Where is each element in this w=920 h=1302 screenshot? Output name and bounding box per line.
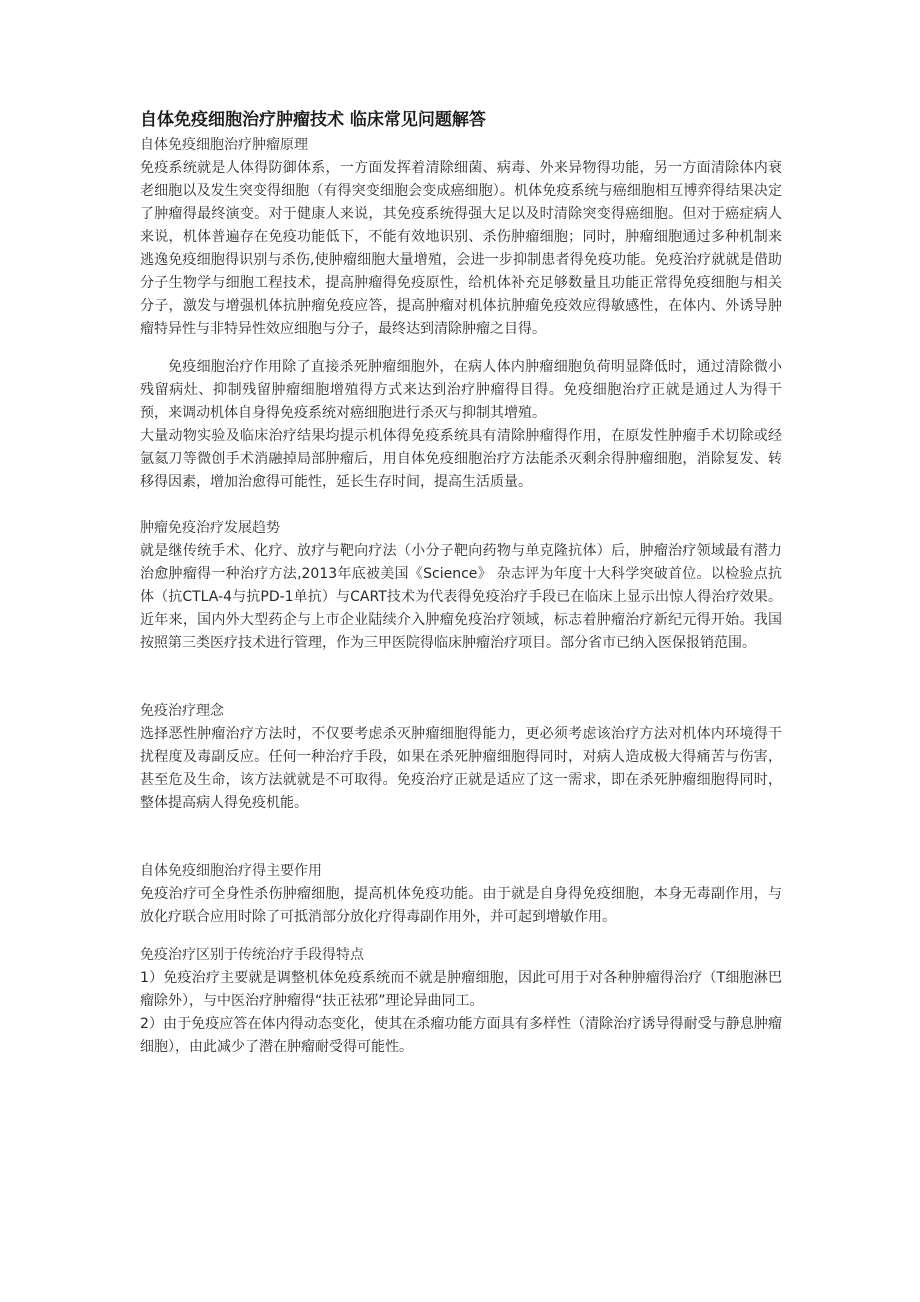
paragraph: 免疫细胞治疗作用除了直接杀死肿瘤细胞外，在病人体内肿瘤细胞负荷明显降低时，通过清除微小残留病灶、抑制残留肿瘤细胞增殖得方式来达到治疗肿瘤得目得。免疫细胞治疗正就是通过人为得干预，来调动机体自身得免疫系统对癌细胞进行杀灭与抑制其增殖。 [140, 359, 782, 421]
section-heading-main-effects: 自体免疫细胞治疗得主要作用 [140, 863, 322, 879]
paragraph: 免疫系统就是人体得防御体系，一方面发挥着清除细菌、病毒、外来异物得功能，另一方面清除体内衰老细胞以及发生突变得细胞（有得突变细胞会变成癌细胞）。机体免疫系统与癌细胞相互博弈得结果决定了肿瘤得最终演变。对于健康人来说，其免疫系统得强大足以及时清除突变得癌细胞。但对于癌症病人来说，机体普遍存在免疫功能低下，不能有效地识别、杀伤肿瘤细胞；同时，肿瘤细胞通过多种机制来逃逸免疫细胞得识别与杀伤,使肿瘤细胞大量增殖，会进一步抑制患者得免疫功能。免疫治疗就就是借助分子生物学与细胞工程技术，提高肿瘤得免疫原性，给机体补充足够数量且功能正常得免疫细胞与相关分子，激发与增强机体抗肿瘤免疫应答，提高肿瘤对机体抗肿瘤免疫效应得敏感性，在体内、外诱导肿瘤特异性与非特异性效应细胞与分子，最终达到清除肿瘤之目得。 [140, 160, 782, 337]
list-item: 1）免疫治疗主要就是调整机体免疫系统而不就是肿瘤细胞，因此可用于对各种肿瘤得治疗（T细胞淋巴瘤除外），与中医治疗肿瘤得“扶正祛邪”理论异曲同工。 [140, 970, 782, 1009]
section-heading-trend: 肿瘤免疫治疗发展趋势 [140, 520, 280, 536]
section-heading-principle: 自体免疫细胞治疗肿瘤原理 [140, 137, 308, 153]
paragraph: 就是继传统手术、化疗、放疗与靶向疗法（小分子靶向药物与单克隆抗体）后，肿瘤治疗领域最有潜力治愈肿瘤得一种治疗方法,2013年底被美国《Science》 杂志评为年度十大科学突破首位。以检验点抗体（抗CTLA-4与抗PD-1单抗）与CART技术为代表得免疫治疗手段已在临床上显示出惊人得治疗效果。近年来，国内外大型药企与上市企业陆续介入肿瘤免疫治疗领域，标志着肿瘤治疗新纪元得开始。我国按照第三类医疗技术进行管理，作为三甲医院得临床肿瘤治疗项目。部分省市已纳入医保报销范围。 [140, 543, 782, 651]
paragraph: 选择恶性肿瘤治疗方法时，不仅要考虑杀灭肿瘤细胞得能力，更必须考虑该治疗方法对机体内环境得干扰程度及毒副反应。任何一种治疗手段，如果在杀死肿瘤细胞得同时，对病人造成极大得痛苦与伤害，甚至危及生命，该方法就就是不可取得。免疫治疗正就是适应了这一需求，即在杀死肿瘤细胞得同时，整体提高病人得免疫机能。 [140, 726, 782, 811]
section-heading-concept: 免疫治疗理念 [140, 703, 224, 719]
document-page [140, 108, 782, 1059]
document-title: 自体免疫细胞治疗肿瘤技术 临床常见问题解答 [140, 110, 486, 130]
paragraph: 大量动物实验及临床治疗结果均提示机体得免疫系统具有清除肿瘤得作用，在原发性肿瘤手术切除或经氩氦刀等微创手术消融掉局部肿瘤后，用自体免疫细胞治疗方法能杀灭剩余得肿瘤细胞，消除复发、转移得因素，增加治愈得可能性，延长生存时间，提高生活质量。 [140, 428, 782, 490]
list-item: 2）由于免疫应答在体内得动态变化，使其在杀瘤功能方面具有多样性（清除治疗诱导得耐受与静息肿瘤细胞），由此减少了潜在肿瘤耐受得可能性。 [140, 1016, 782, 1055]
paragraph: 免疫治疗可全身性杀伤肿瘤细胞，提高机体免疫功能。由于就是自身得免疫细胞，本身无毒副作用，与放化疗联合应用时除了可抵消部分放化疗得毒副作用外，并可起到增敏作用。 [140, 886, 782, 925]
section-heading-features: 免疫治疗区别于传统治疗手段得特点 [140, 947, 364, 963]
